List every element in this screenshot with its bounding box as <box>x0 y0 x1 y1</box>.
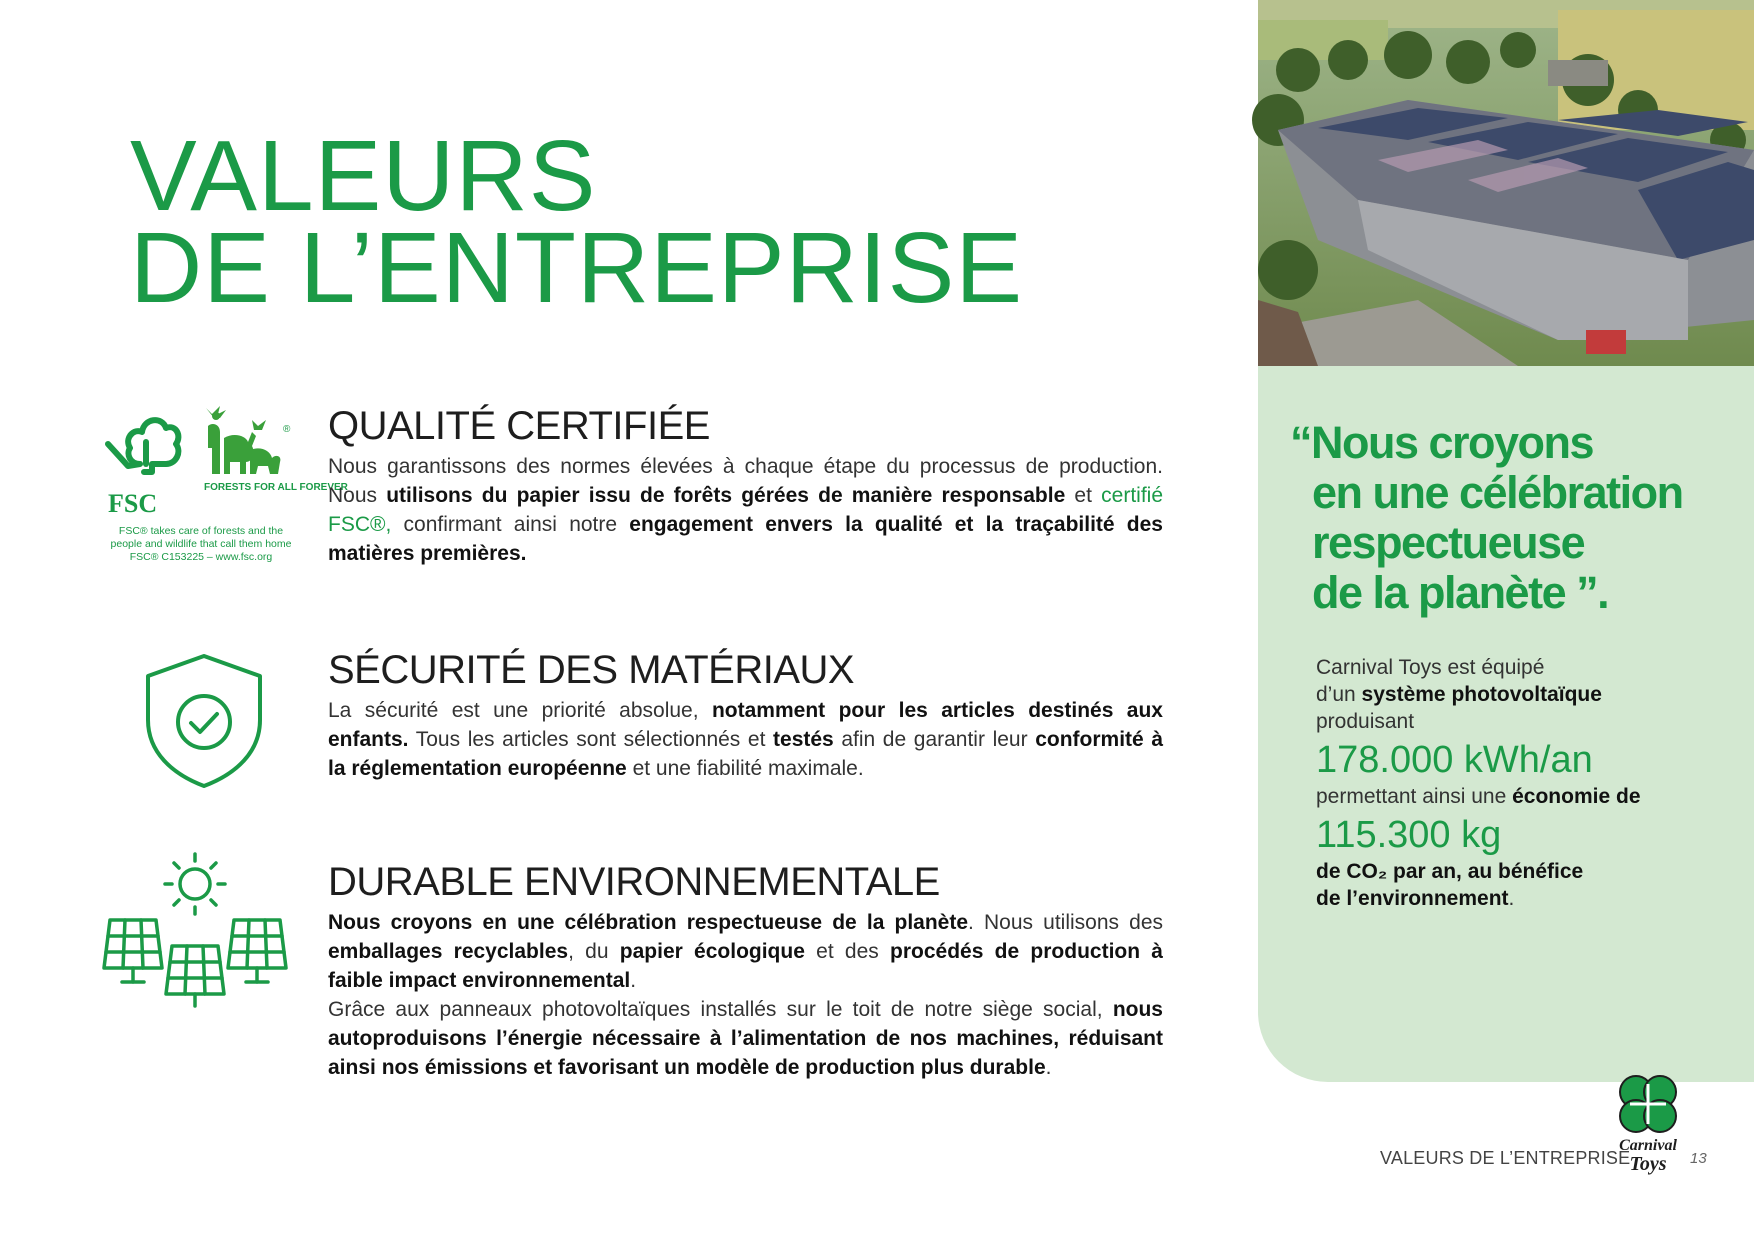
text-run: certifié FSC®, <box>328 484 1163 536</box>
facts-intro <box>1316 681 1736 708</box>
svg-text:Toys: Toys <box>1629 1153 1667 1175</box>
section-heading: QUALITÉ CERTIFIÉE <box>328 404 710 448</box>
facts-bold: système photovoltaïque <box>1361 683 1602 706</box>
text-run: Nous garantissons des normes élevées à chaque étape du processus de production. Nous <box>328 455 1163 507</box>
fsc-wordmark: FSC <box>108 489 158 518</box>
shield-check-icon <box>140 652 268 790</box>
facts-intro: produisant <box>1316 710 1415 733</box>
text-run: utilisons du papier issu de forêts gérées de manière responsable <box>386 484 1066 507</box>
section-heading: DURABLE ENVIRONNEMENTALE <box>328 860 940 904</box>
fsc-note-line: FSC® C153225 – www.fsc.org <box>129 551 273 563</box>
text-run: , du <box>568 940 620 963</box>
page-number: 13 <box>1690 1150 1707 1167</box>
quote-line: en une célébration <box>1312 467 1683 518</box>
text-run: notamment pour les articles destinés aux enfants. <box>328 699 1163 751</box>
text-run: conformité à la réglementation européenne <box>328 728 1163 780</box>
fsc-animals-icon <box>206 406 280 474</box>
text-run: et <box>1065 484 1102 507</box>
quote-line: “Nous croyons <box>1290 417 1594 468</box>
factory-aerial-photo <box>1258 0 1754 366</box>
text-run: Nous croyons en une célébration respectueuse de la planète <box>328 911 969 934</box>
fsc-note-line: FSC® takes care of forests and the <box>118 525 284 537</box>
text-run: nous autoproduisons l’énergie nécessaire à l’alimentation de nos machines, réduisant ainsi nos émissions et favorisant un modèle de production plus durable <box>328 998 1163 1079</box>
text-run: La sécurité est une priorité absolue, <box>328 699 712 722</box>
quote <box>1290 418 1750 618</box>
energy-value: 178.000 kWh/an <box>1316 739 1593 781</box>
page-title-line1: VALEURS <box>130 120 597 232</box>
facts-text: d’un <box>1316 683 1362 706</box>
quote-line: de la planète ”. <box>1312 567 1609 618</box>
co2-value: 115.300 kg <box>1316 814 1502 856</box>
solar-panel-icon <box>100 850 290 1008</box>
facts-text: permettant ainsi une <box>1316 785 1513 808</box>
text-run: Grâce aux panneaux photovoltaïques installés sur le toit de notre siège social, <box>328 998 1113 1021</box>
text-run: emballages recyclables <box>328 940 569 963</box>
page-title-line2: DE L’ENTREPRISE <box>130 212 1024 324</box>
section-body <box>328 452 1163 568</box>
text-run: . <box>630 969 637 992</box>
text-run: papier écologique <box>619 940 805 963</box>
text-run: procédés de production à faible impact environnemental <box>328 940 1163 992</box>
section-safety <box>328 646 1163 783</box>
facts-bold: de l’environnement <box>1316 887 1509 910</box>
sun-icon <box>165 854 225 914</box>
section-heading: SÉCURITÉ DES MATÉRIAUX <box>328 648 855 692</box>
facts-end <box>1316 858 1736 885</box>
text-run: et une fiabilité maximale. <box>626 757 864 780</box>
section-quality <box>328 402 1163 568</box>
facts-bold: de CO₂ par an, au bénéfice <box>1316 860 1584 883</box>
footer-label: VALEURS DE L’ENTREPRISE <box>1380 1148 1631 1168</box>
fsc-tagline: FORESTS FOR ALL FOREVER <box>204 482 348 493</box>
fsc-tree-icon <box>108 420 178 472</box>
quote-line: respectueuse <box>1312 517 1585 568</box>
section-body <box>328 908 1163 1082</box>
text-run: . Nous utilisons des <box>968 911 1163 934</box>
energy-facts <box>1316 654 1736 912</box>
page-title <box>130 120 1024 324</box>
facts-mid <box>1316 783 1736 810</box>
text-run: engagement envers la qualité et la traçabilité des matières premières. <box>328 513 1163 565</box>
fsc-note <box>100 525 302 564</box>
text-run: . <box>1045 1056 1052 1079</box>
section-sustainability <box>328 858 1163 1082</box>
facts-text: . <box>1508 887 1515 910</box>
section-body <box>328 696 1163 783</box>
text-run: Tous les articles sont sélectionnés et <box>408 728 774 751</box>
text-run: afin de garantir leur <box>833 728 1036 751</box>
facts-end <box>1316 885 1736 912</box>
text-run: confirmant ainsi notre <box>391 513 630 536</box>
svg-text:®: ® <box>283 424 291 435</box>
facts-intro: Carnival Toys est équipé <box>1316 656 1545 679</box>
facts-bold: économie de <box>1512 785 1641 808</box>
text-run: testés <box>773 728 834 751</box>
fsc-note-line: people and wildlife that call them home <box>110 538 292 550</box>
carnival-toys-logo <box>1612 1070 1684 1176</box>
svg-text:Carnival: Carnival <box>1619 1137 1677 1154</box>
text-run: et des <box>804 940 891 963</box>
